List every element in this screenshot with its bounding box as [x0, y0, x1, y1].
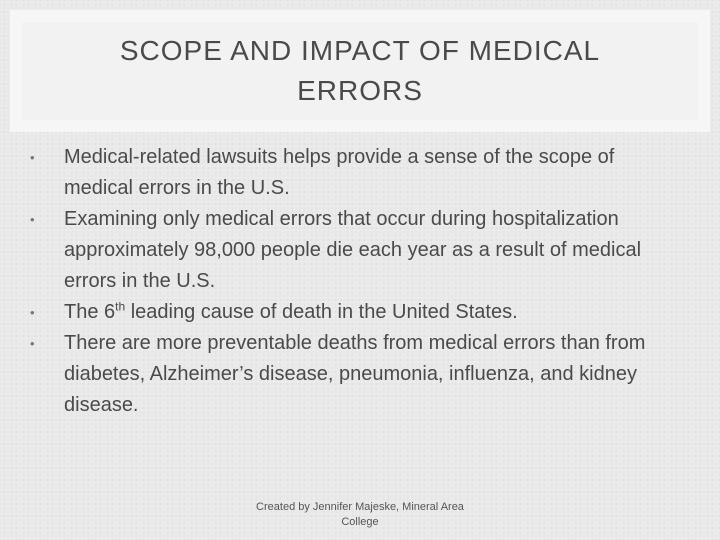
bullet-text: Medical-related lawsuits helps provide a sense of the scope of medical errors in the U.S. — [64, 146, 615, 199]
title-box — [10, 10, 710, 132]
bullet-item — [30, 297, 670, 328]
ordinal-suffix: th — [115, 299, 126, 314]
bullet-text: Examining only medical errors that occur during hospitalization approximately 98,000 people die each year as a result of medical errors in the U.S. — [64, 208, 642, 292]
bullet-marker: • — [30, 336, 35, 351]
bullet-item — [30, 142, 670, 204]
bullet-marker: • — [30, 212, 35, 227]
bullet-text-before: The 6 — [64, 301, 116, 323]
bullet-text: There are more preventable deaths from medical errors than from diabetes, Alzheimer’s disease, pneumonia, influenza, and kidney disease. — [64, 332, 646, 416]
footer-credit: Created by Jennifer Majeske, Mineral Area College — [256, 501, 464, 528]
bullet-item — [30, 204, 670, 297]
bullet-item — [30, 328, 670, 421]
bullet-marker: • — [30, 305, 35, 320]
bullet-list — [30, 142, 670, 421]
slide-title: SCOPE AND IMPACT OF MEDICAL ERRORS — [119, 35, 601, 106]
bullet-marker: • — [30, 150, 35, 165]
bullet-text-after: leading cause of death in the United States. — [125, 301, 518, 323]
